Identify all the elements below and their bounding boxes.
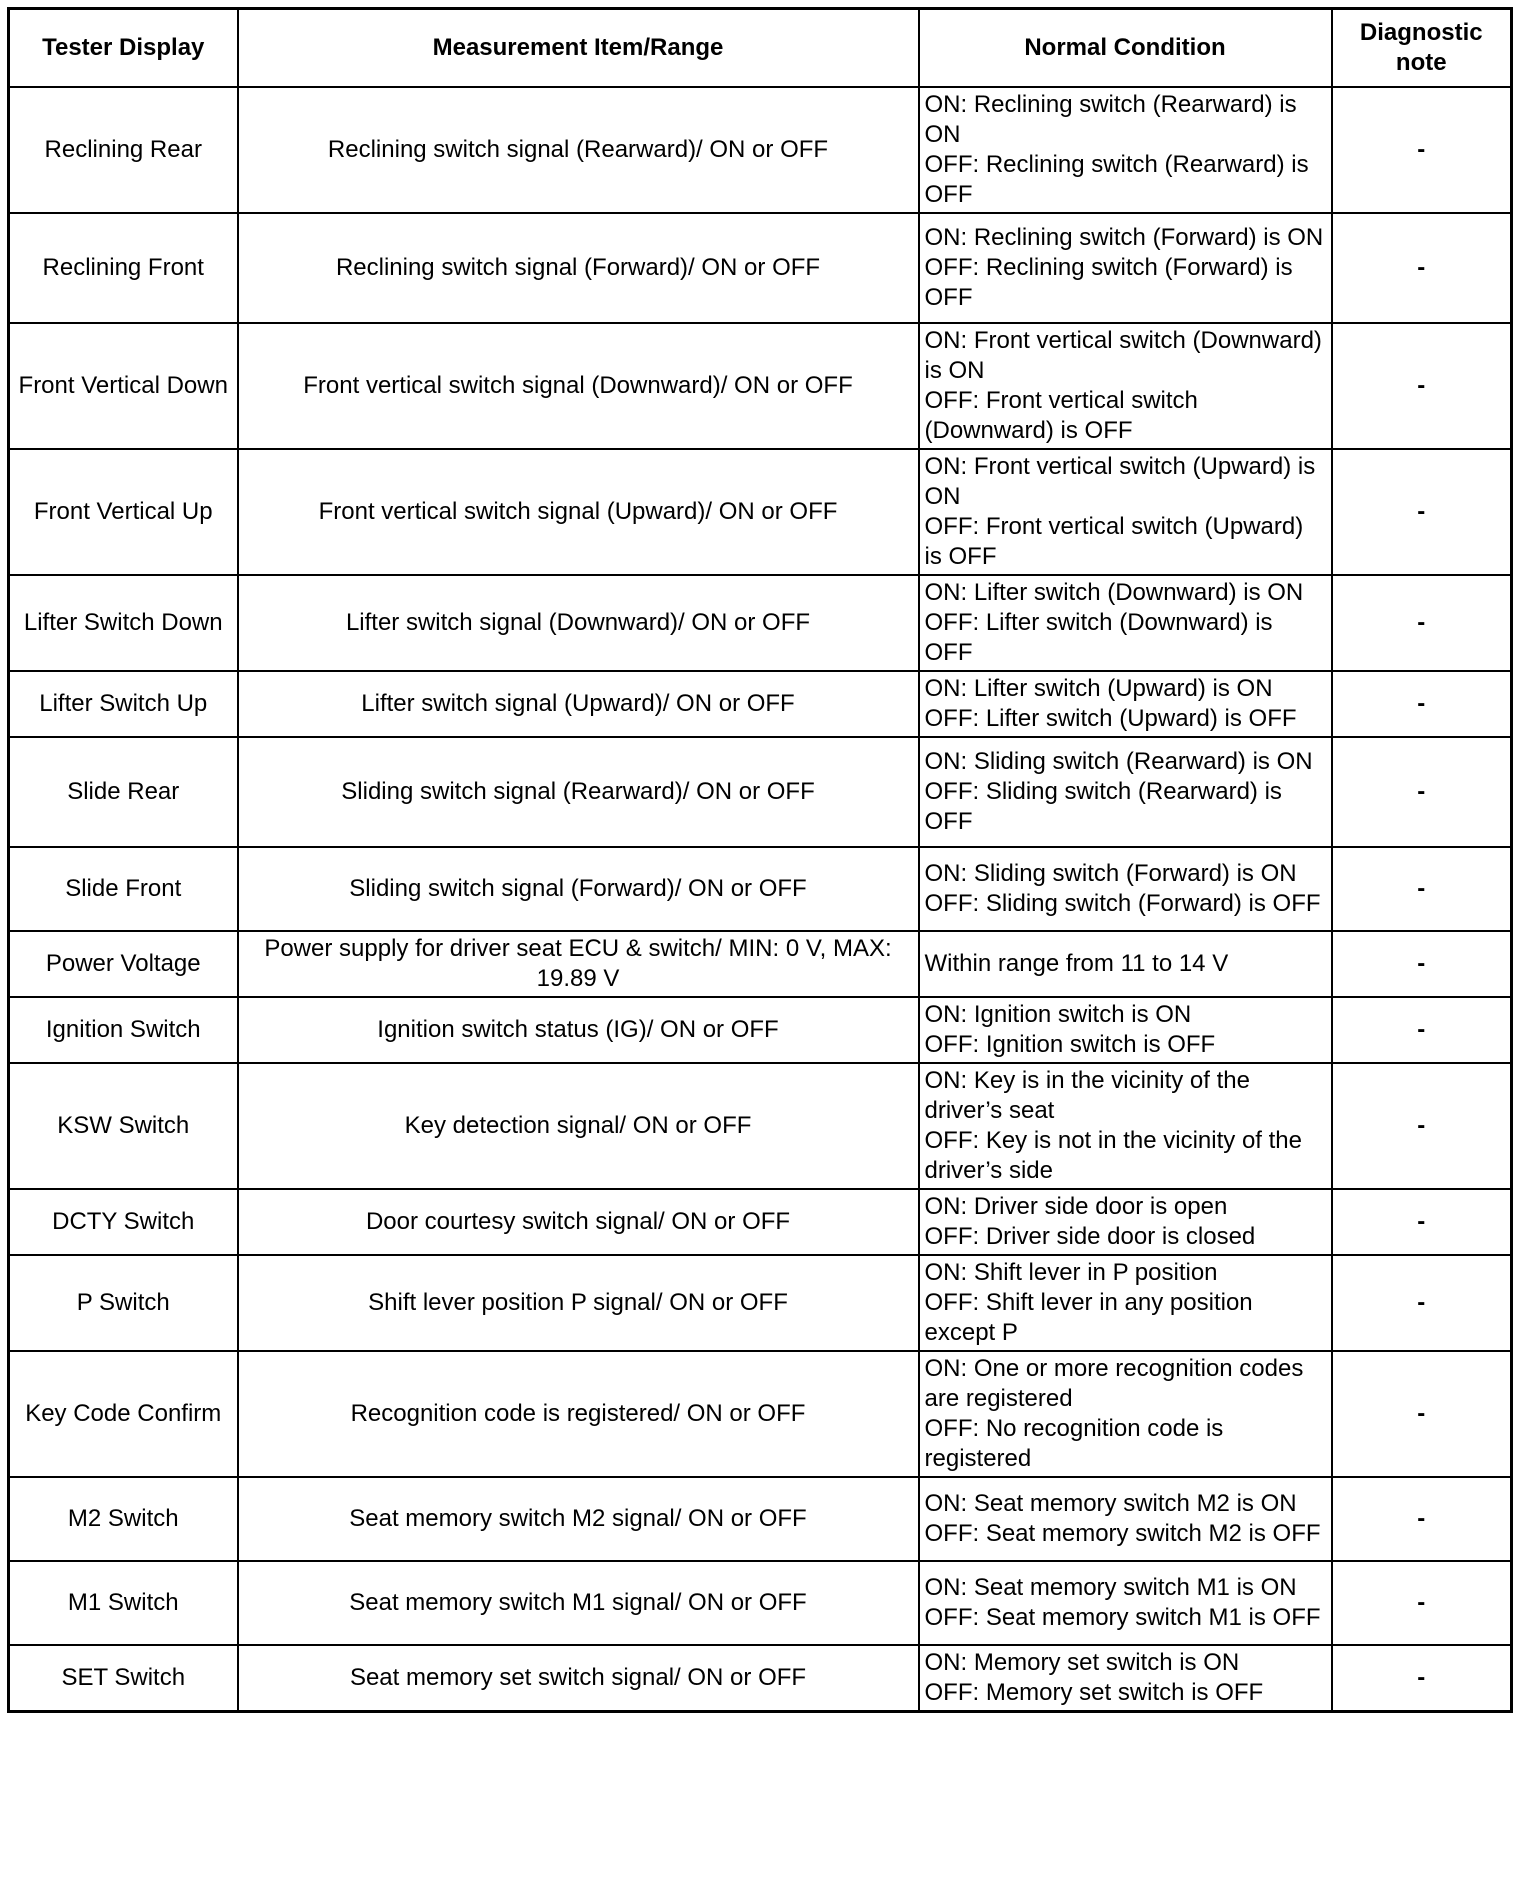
table-row	[9, 1255, 1512, 1351]
table-row	[9, 997, 1512, 1063]
cell-normal-condition: ON: Lifter switch (Downward) is ON OFF: Lifter switch (Downward) is OFF	[919, 575, 1332, 671]
table-row	[9, 213, 1512, 323]
table-row	[9, 671, 1512, 737]
cell-diagnostic-note: -	[1332, 575, 1512, 671]
cell-normal-condition: ON: Sliding switch (Forward) is ON OFF: Sliding switch (Forward) is OFF	[919, 847, 1332, 931]
header-normal-condition: Normal Condition	[919, 9, 1332, 88]
cell-normal-condition: ON: Seat memory switch M1 is ON OFF: Seat memory switch M1 is OFF	[919, 1561, 1332, 1645]
cell-diagnostic-note: -	[1332, 1645, 1512, 1712]
cell-normal-condition: ON: Memory set switch is ON OFF: Memory set switch is OFF	[919, 1645, 1332, 1712]
header-tester-display: Tester Display	[9, 9, 238, 88]
cell-measurement: Sliding switch signal (Rearward)/ ON or OFF	[238, 737, 919, 847]
table-row	[9, 1561, 1512, 1645]
cell-diagnostic-note: -	[1332, 1189, 1512, 1255]
cell-tester-display: Power Voltage	[9, 931, 238, 997]
table-row	[9, 931, 1512, 997]
cell-tester-display: P Switch	[9, 1255, 238, 1351]
cell-normal-condition: ON: Shift lever in P position OFF: Shift lever in any position except P	[919, 1255, 1332, 1351]
cell-tester-display: Front Vertical Down	[9, 323, 238, 449]
cell-normal-condition: ON: Front vertical switch (Downward) is ON OFF: Front vertical switch (Downward) is OFF	[919, 323, 1332, 449]
cell-normal-condition: ON: Seat memory switch M2 is ON OFF: Seat memory switch M2 is OFF	[919, 1477, 1332, 1561]
cell-measurement: Front vertical switch signal (Upward)/ ON or OFF	[238, 449, 919, 575]
header-row	[9, 9, 1512, 88]
table-row	[9, 1189, 1512, 1255]
table-row	[9, 1477, 1512, 1561]
cell-normal-condition: ON: One or more recognition codes are registered OFF: No recognition code is registered	[919, 1351, 1332, 1477]
cell-diagnostic-note: -	[1332, 213, 1512, 323]
cell-tester-display: Front Vertical Up	[9, 449, 238, 575]
header-diagnostic-note: Diagnostic note	[1332, 9, 1512, 88]
cell-diagnostic-note: -	[1332, 1561, 1512, 1645]
cell-tester-display: Lifter Switch Down	[9, 575, 238, 671]
cell-normal-condition: ON: Ignition switch is ON OFF: Ignition switch is OFF	[919, 997, 1332, 1063]
cell-measurement: Key detection signal/ ON or OFF	[238, 1063, 919, 1189]
cell-measurement: Seat memory set switch signal/ ON or OFF	[238, 1645, 919, 1712]
cell-measurement: Reclining switch signal (Forward)/ ON or OFF	[238, 213, 919, 323]
cell-measurement: Ignition switch status (IG)/ ON or OFF	[238, 997, 919, 1063]
cell-tester-display: Ignition Switch	[9, 997, 238, 1063]
cell-normal-condition: ON: Key is in the vicinity of the driver’s seat OFF: Key is not in the vicinity of the driver’s side	[919, 1063, 1332, 1189]
cell-normal-condition: ON: Driver side door is open OFF: Driver side door is closed	[919, 1189, 1332, 1255]
table-row	[9, 847, 1512, 931]
cell-diagnostic-note: -	[1332, 737, 1512, 847]
cell-measurement: Shift lever position P signal/ ON or OFF	[238, 1255, 919, 1351]
table-row	[9, 1645, 1512, 1712]
cell-normal-condition: ON: Reclining switch (Rearward) is ON OFF: Reclining switch (Rearward) is OFF	[919, 87, 1332, 213]
cell-measurement: Seat memory switch M1 signal/ ON or OFF	[238, 1561, 919, 1645]
table-body	[9, 87, 1512, 1712]
cell-tester-display: DCTY Switch	[9, 1189, 238, 1255]
cell-tester-display: Lifter Switch Up	[9, 671, 238, 737]
cell-tester-display: KSW Switch	[9, 1063, 238, 1189]
cell-tester-display: Key Code Confirm	[9, 1351, 238, 1477]
table-row	[9, 737, 1512, 847]
table-row	[9, 575, 1512, 671]
cell-measurement: Lifter switch signal (Upward)/ ON or OFF	[238, 671, 919, 737]
cell-normal-condition: ON: Reclining switch (Forward) is ON OFF: Reclining switch (Forward) is OFF	[919, 213, 1332, 323]
cell-tester-display: Reclining Front	[9, 213, 238, 323]
cell-diagnostic-note: -	[1332, 323, 1512, 449]
cell-diagnostic-note: -	[1332, 1351, 1512, 1477]
cell-normal-condition: Within range from 11 to 14 V	[919, 931, 1332, 997]
table-row	[9, 87, 1512, 213]
cell-tester-display: M1 Switch	[9, 1561, 238, 1645]
data-list-table	[7, 7, 1513, 1713]
table-row	[9, 323, 1512, 449]
cell-tester-display: SET Switch	[9, 1645, 238, 1712]
cell-measurement: Front vertical switch signal (Downward)/ ON or OFF	[238, 323, 919, 449]
cell-normal-condition: ON: Sliding switch (Rearward) is ON OFF: Sliding switch (Rearward) is OFF	[919, 737, 1332, 847]
cell-normal-condition: ON: Lifter switch (Upward) is ON OFF: Lifter switch (Upward) is OFF	[919, 671, 1332, 737]
cell-tester-display: Slide Rear	[9, 737, 238, 847]
cell-tester-display: Slide Front	[9, 847, 238, 931]
cell-measurement: Door courtesy switch signal/ ON or OFF	[238, 1189, 919, 1255]
cell-diagnostic-note: -	[1332, 931, 1512, 997]
table-header	[9, 9, 1512, 88]
cell-measurement: Sliding switch signal (Forward)/ ON or OFF	[238, 847, 919, 931]
cell-diagnostic-note: -	[1332, 671, 1512, 737]
cell-diagnostic-note: -	[1332, 997, 1512, 1063]
cell-measurement: Seat memory switch M2 signal/ ON or OFF	[238, 1477, 919, 1561]
table-row	[9, 1351, 1512, 1477]
cell-tester-display: M2 Switch	[9, 1477, 238, 1561]
cell-diagnostic-note: -	[1332, 1477, 1512, 1561]
cell-diagnostic-note: -	[1332, 449, 1512, 575]
cell-diagnostic-note: -	[1332, 1063, 1512, 1189]
cell-diagnostic-note: -	[1332, 1255, 1512, 1351]
cell-measurement: Lifter switch signal (Downward)/ ON or OFF	[238, 575, 919, 671]
cell-tester-display: Reclining Rear	[9, 87, 238, 213]
header-measurement: Measurement Item/Range	[238, 9, 919, 88]
table-row	[9, 1063, 1512, 1189]
cell-normal-condition: ON: Front vertical switch (Upward) is ON OFF: Front vertical switch (Upward) is OFF	[919, 449, 1332, 575]
table-row	[9, 449, 1512, 575]
cell-diagnostic-note: -	[1332, 87, 1512, 213]
cell-diagnostic-note: -	[1332, 847, 1512, 931]
cell-measurement: Recognition code is registered/ ON or OFF	[238, 1351, 919, 1477]
cell-measurement: Reclining switch signal (Rearward)/ ON or OFF	[238, 87, 919, 213]
cell-measurement: Power supply for driver seat ECU & switch/ MIN: 0 V, MAX: 19.89 V	[238, 931, 919, 997]
